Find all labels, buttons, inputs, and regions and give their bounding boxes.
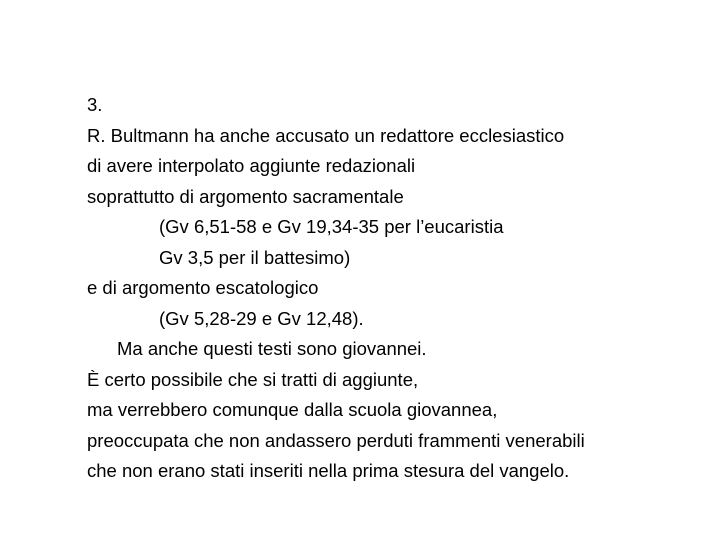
text-line: R. Bultmann ha anche accusato un redattore ecclesiastico [87, 124, 565, 146]
text-line: di avere interpolato aggiunte redazionali [87, 155, 416, 176]
text-line: e di argomento escatologico [87, 277, 319, 298]
slide-text-block [87, 90, 712, 487]
text-line: Ma anche questi testi sono giovannei. [117, 338, 427, 359]
citation-line: (Gv 6,51‑58 e Gv 19,34‑35 per l’eucaristia [159, 216, 504, 237]
text-line: È certo possibile che si tratti di aggiunte, [87, 368, 419, 390]
text-line: ma verrebbero comunque dalla scuola giovannea, [87, 399, 498, 420]
section-number: 3. [87, 94, 103, 115]
text-line: preoccupata che non andassero perduti frammenti venerabili [87, 429, 585, 451]
citation-line: (Gv 5,28‑29 e Gv 12,48). [159, 307, 364, 329]
text-line: che non erano stati inseriti nella prima stesura del vangelo. [87, 460, 570, 481]
citation-line: Gv 3,5 per il battesimo) [159, 246, 351, 268]
text-line: soprattutto di argomento sacramentale [87, 185, 404, 207]
